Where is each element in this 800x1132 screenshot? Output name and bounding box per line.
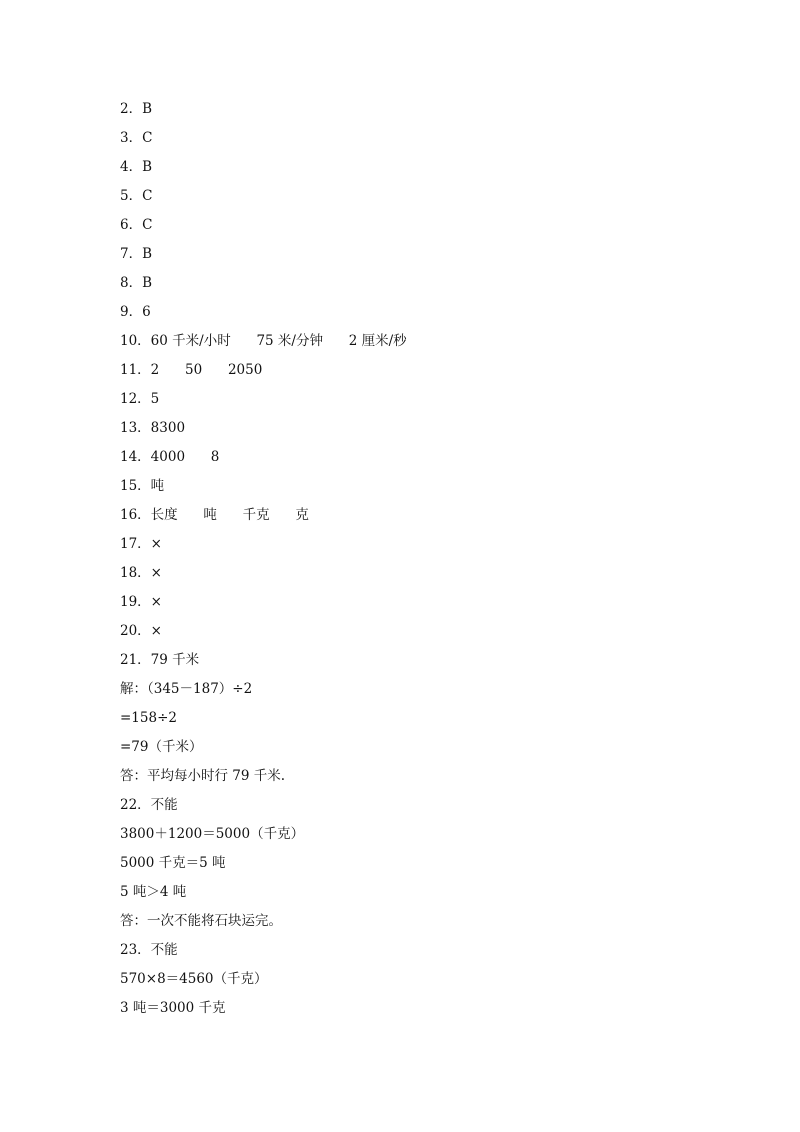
answer-line: 2．B <box>120 101 153 117</box>
answer-line: 8．B <box>120 275 153 291</box>
answer-line: 20．× <box>120 623 162 639</box>
answer-line: 17．× <box>120 536 162 552</box>
answer-line: 3．C <box>120 130 153 146</box>
answer-line: 9．6 <box>120 304 151 320</box>
answer-line: 21．79 千米 <box>120 652 200 668</box>
answer-line: 18．× <box>120 565 162 581</box>
answer-line: 答：一次不能将石块运完。 <box>120 913 282 929</box>
answer-line: 4．B <box>120 159 153 175</box>
answer-line: 5．C <box>120 188 153 204</box>
answer-line: 22．不能 <box>120 797 178 813</box>
answer-line: 5 吨＞4 吨 <box>120 884 187 900</box>
answer-line: 23．不能 <box>120 942 178 958</box>
answer-line: 12．5 <box>120 391 160 407</box>
answer-line: 6．C <box>120 217 153 233</box>
answer-line: 570×8＝4560（千克） <box>120 971 268 987</box>
answer-line: 14．4000 8 <box>120 449 220 465</box>
answer-line: 解：（345－187）÷2 <box>120 681 253 697</box>
answer-line: 10．60 千米/小时 75 米/分钟 2 厘米/秒 <box>120 333 407 349</box>
answer-line: 答：平均每小时行 79 千米. <box>120 768 286 784</box>
answer-line: =158÷2 <box>120 710 177 726</box>
answer-line: 7．B <box>120 246 153 262</box>
answer-line: 3 吨＝3000 千克 <box>120 1000 226 1016</box>
answer-line: 15．吨 <box>120 478 165 494</box>
answer-line: 3800＋1200＝5000（千克） <box>120 826 305 842</box>
answer-line: 13．8300 <box>120 420 186 436</box>
answer-line: =79（千米） <box>120 739 203 755</box>
answer-line: 11．2 50 2050 <box>120 362 263 378</box>
answer-line: 16．长度 吨 千克 克 <box>120 507 309 523</box>
answer-line: 19．× <box>120 594 162 610</box>
answer-line: 5000 千克＝5 吨 <box>120 855 226 871</box>
